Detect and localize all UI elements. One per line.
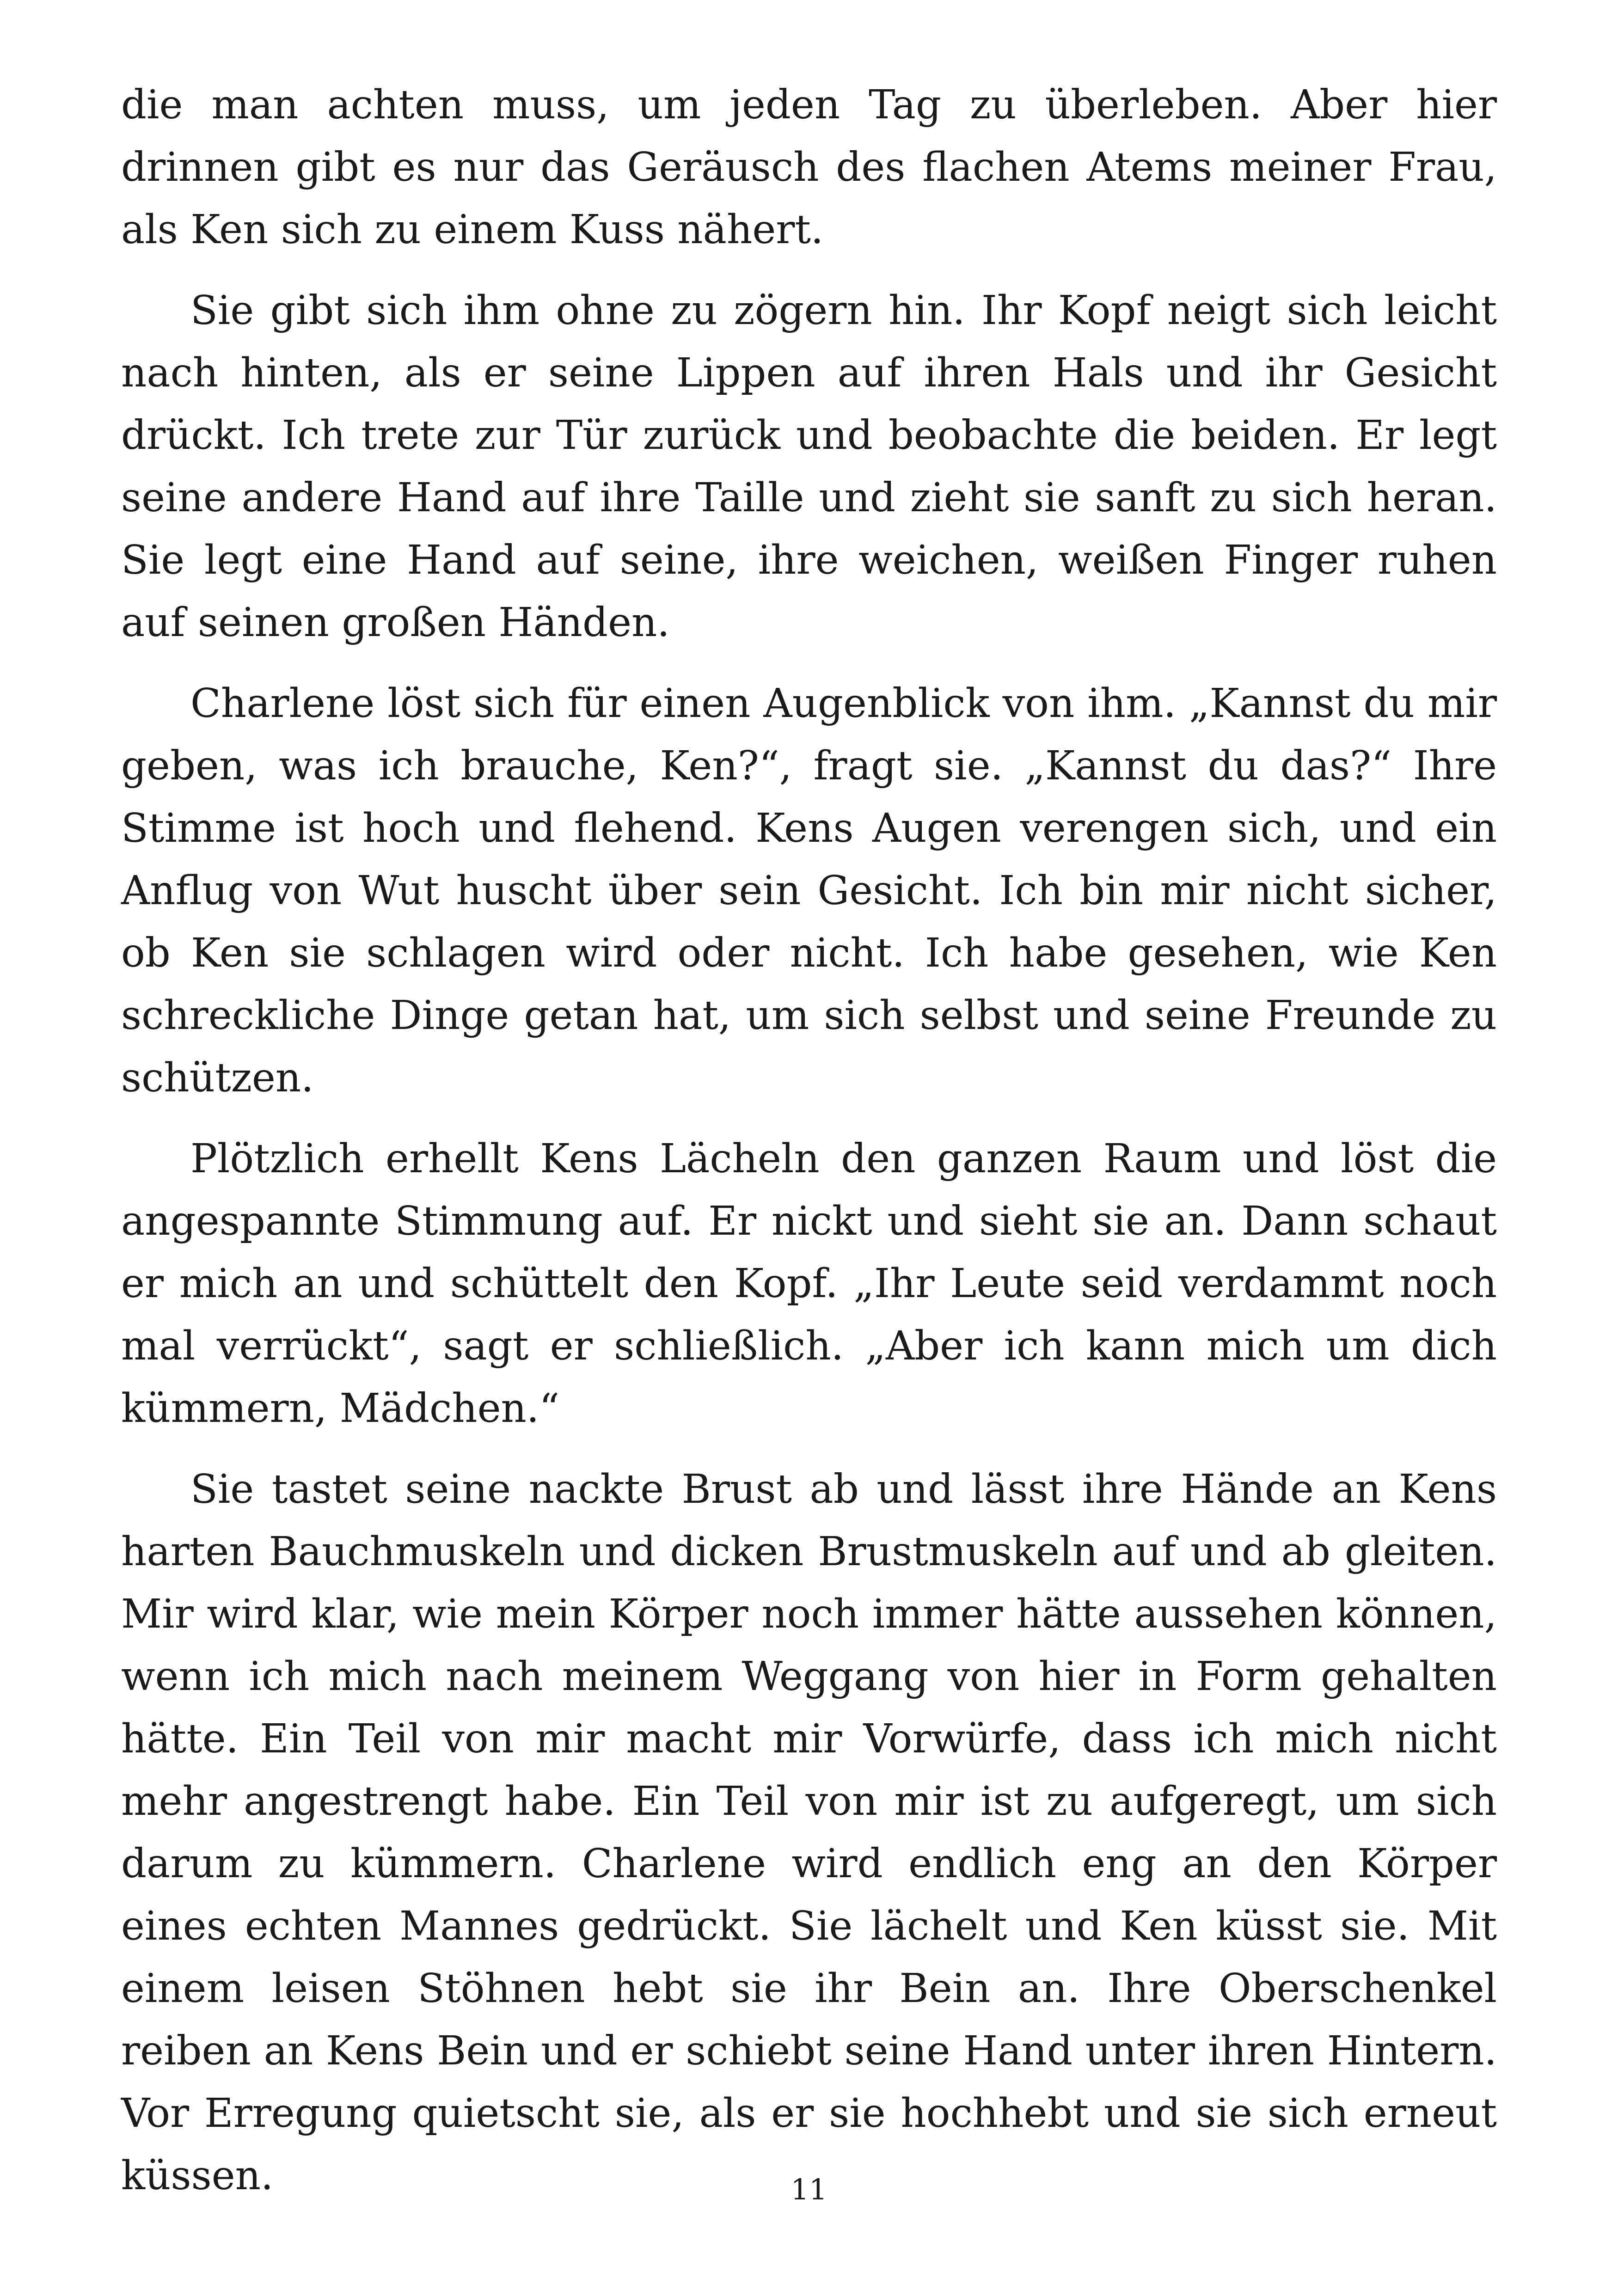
paragraph-continuation: die man achten muss, um jeden Tag zu überleben. Aber hier drinnen gibt es nur das Geräusch des flachen Atems meiner Frau, als Ken sich zu einem Kuss nähert.	[121, 82, 1497, 253]
paragraph: Sie gibt sich ihm ohne zu zögern hin. Ihr Kopf neigt sich leicht nach hinten, als er seine Lippen auf ihren Hals und ihr Gesicht drückt. Ich trete zur Tür zurück und beobachte die beiden. Er legt seine andere Hand auf ihre Taille und zieht sie sanft zu sich heran. Sie legt eine Hand auf seine, ihre weichen, weißen Finger ruhen auf seinen großen Händen.	[121, 288, 1497, 646]
paragraph: Charlene löst sich für einen Augenblick von ihm. „Kannst du mir geben, was ich brauche, Ken?“, fragt sie. „Kannst du das?“ Ihre Stimme ist hoch und flehend. Kens Augen verengen sich, und ein Anflug von Wut huscht über sein Gesicht. Ich bin mir nicht sicher, ob Ken sie schlagen wird oder nicht. Ich habe gesehen, wie Ken schreckliche Dinge getan hat, um sich selbst und seine Freunde zu schützen.	[121, 680, 1497, 1101]
paragraph: Plötzlich erhellt Kens Lächeln den ganzen Raum und löst die angespannte Stimmung auf. Er nickt und sieht sie an. Dann schaut er mich an und schüttelt den Kopf. „Ihr Leute seid verdammt noch mal verrückt“, sagt er schließlich. „Aber ich kann mich um dich kümmern, Mädchen.“	[121, 1136, 1497, 1432]
body-text	[121, 74, 1497, 2226]
paragraph: Sie tastet seine nackte Brust ab und lässt ihre Hände an Kens harten Bauchmuskeln und dicken Brustmuskeln auf und ab gleiten. Mir wird klar, wie mein Körper noch immer hätte aussehen können, wenn ich mich nach meinem Weggang von hier in Form gehalten hätte. Ein Teil von mir macht mir Vorwürfe, dass ich mich nicht mehr angestrengt habe. Ein Teil von mir ist zu aufgeregt, um sich darum zu kümmern. Charlene wird endlich eng an den Körper eines echten Mannes gedrückt. Sie lächelt und Ken küsst sie. Mit einem leisen Stöhnen hebt sie ihr Bein an. Ihre Oberschenkel reiben an Kens Bein und er schiebt seine Hand unter ihren Hintern. Vor Erregung quietscht sie, als er sie hochhebt und sie sich erneut küssen.	[121, 1466, 1497, 2199]
page-number: 11	[791, 2173, 827, 2206]
